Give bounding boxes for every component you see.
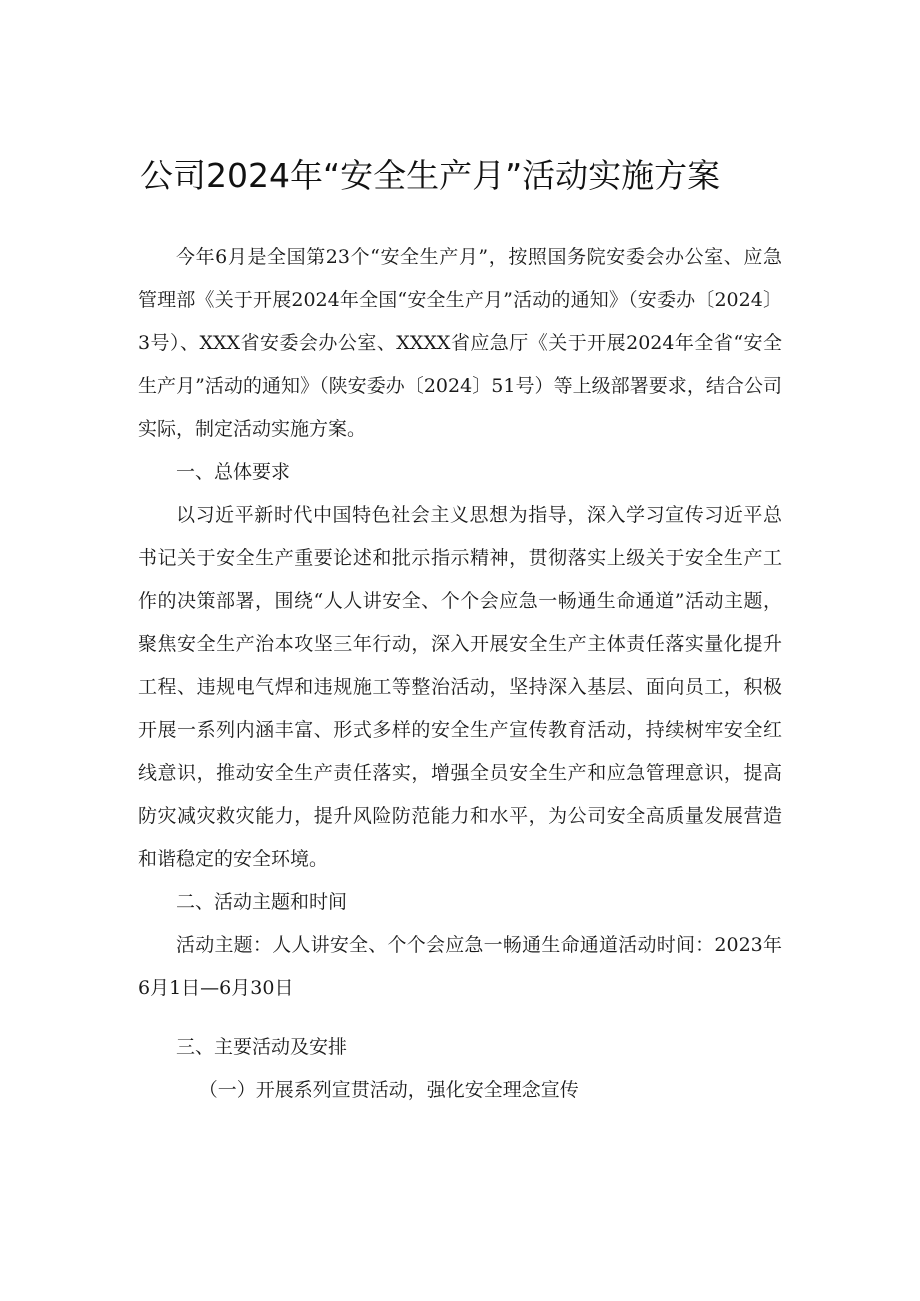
- section-2-paragraph: 活动主题：人人讲安全、个个会应急一畅通生命通道活动时间：2023年6月1日—6月30日: [138, 934, 782, 999]
- section-1-heading: 一、总体要求: [176, 461, 291, 483]
- intro-paragraph: 今年6月是全国第23个“安全生产月”，按照国务院安委会办公室、应急管理部《关于开展2024年全国“安全生产月”活动的通知》（安委办〔2024〕3号）、XXX省安委会办公室、XXXX省应急厅《关于开展2024年全省“安全生产月”活动的通知》（陕安委办〔2024〕51号）等上级部署要求，结合公司实际，制定活动实施方案。: [138, 246, 782, 440]
- section-3-heading: 三、主要活动及安排: [176, 1036, 348, 1058]
- section-gap: [138, 1010, 782, 1026]
- section-2-heading: 二、活动主题和时间: [176, 891, 348, 913]
- document-title: 公司2024年“安全生产月”活动实施方案: [140, 156, 721, 195]
- section-1-paragraph: 以习近平新时代中国特色社会主义思想为指导，深入学习宣传习近平总书记关于安全生产重要论述和批示指示精神，贯彻落实上级关于安全生产工作的决策部署，围绕“人人讲安全、个个会应急一畅通生命通道”活动主题，聚焦安全生产治本攻坚三年行动，深入开展安全生产主体责任落实量化提升工程、违规电气焊和违规施工等整治活动，坚持深入基层、面向员工，积极开展一系列内涵丰富、形式多样的安全生产宣传教育活动，持续树牢安全红线意识，推动安全生产责任落实，增强全员安全生产和应急管理意识，提高防灾减灾救灾能力，提升风险防范能力和水平，为公司安全高质量发展营造和谐稳定的安全环境。: [138, 504, 782, 870]
- document-body: [138, 236, 782, 1112]
- section-3-subheading-1: （一）开展系列宣贯活动，强化安全理念宣传: [198, 1079, 579, 1101]
